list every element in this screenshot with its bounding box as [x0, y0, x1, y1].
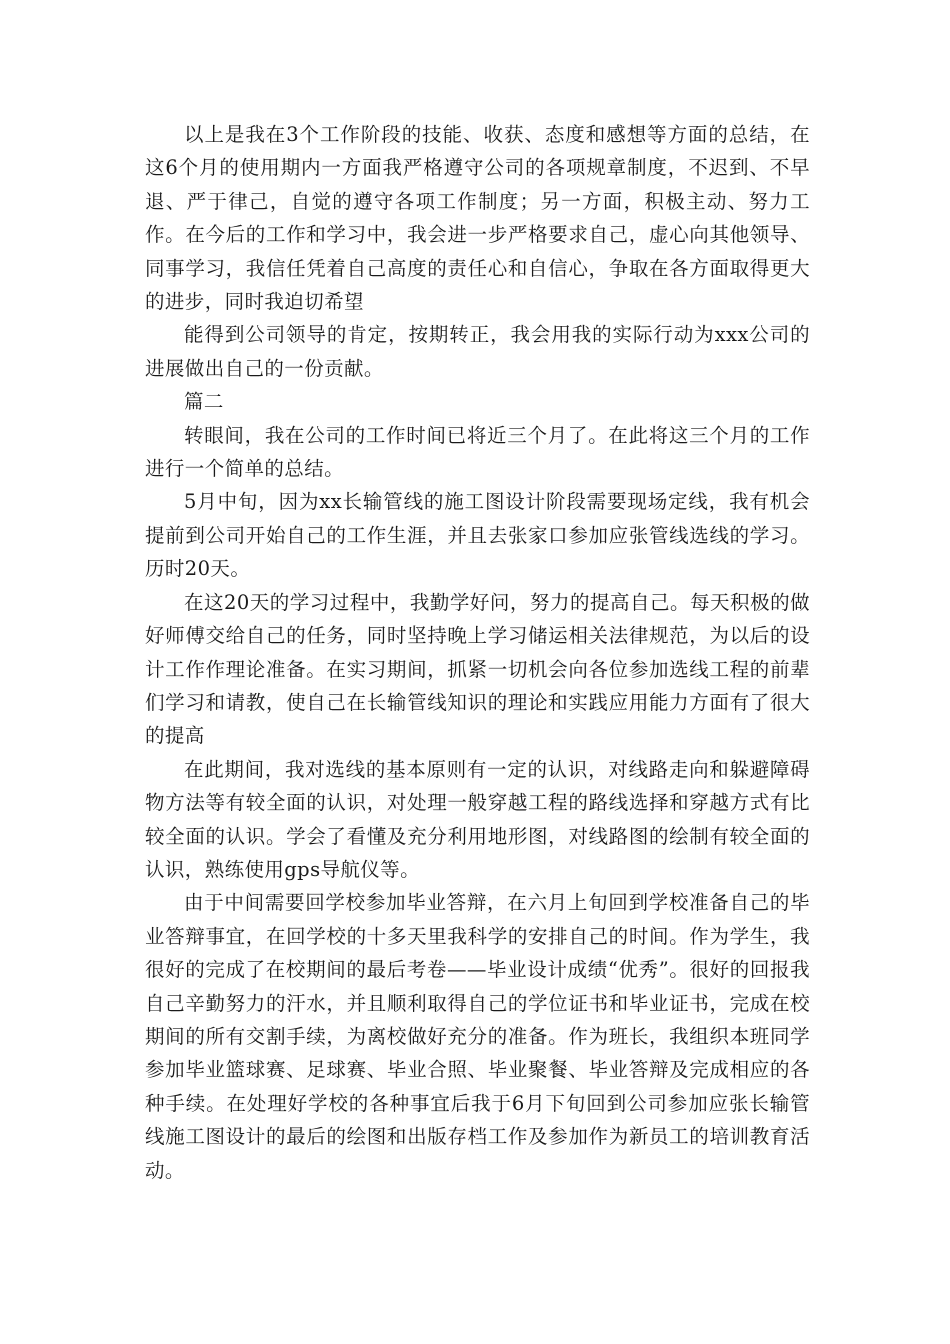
paragraph-summary: 以上是我在3个工作阶段的技能、收获、态度和感想等方面的总结，在这6个月的使用期内一方面我严格遵守公司的各项规章制度，不迟到、不早退、严于律己，自觉的遵守各项工作制度；另一方面，积极主动、努力工作。在今后的工作和学习中，我会进一步严格要求自己，虚心向其他领导、同事学习，我信任凭着自己高度的责任心和自信心，争取在各方面取得更大的进步，同时我迫切希望 — [145, 123, 810, 314]
paragraph-graduation: 由于中间需要回学校参加毕业答辩，在六月上旬回到学校准备自己的毕业答辩事宜，在回学校的十多天里我科学的安排自己的时间。作为学生，我很好的完成了在校期间的最后考卷——毕业设计成绩“优秀”。很好的回报我自己辛勤努力的汗水，并且顺利取得自己的学位证书和毕业证书，完成在校期间的所有交割手续，为离校做好充分的准备。作为班长，我组织本班同学参加毕业篮球赛、足球赛、毕业合照、毕业聚餐、毕业答辩及完成相应的各种手续。在处理好学校的各种事宜后我于6月下旬回到公司参加应张长输管线施工图设计的最后的绘图和出版存档工作及参加作为新员工的培训教育活动。 — [145, 891, 810, 1182]
paragraph-study: 在这20天的学习过程中，我勤学好问，努力的提高自己。每天积极的做好师傅交给自己的任务，同时坚持晚上学习储运相关法律规范，为以后的设计工作作理论准备。在实习期间，抓紧一切机会向各位参加选线工程的前辈们学习和请教，使自己在长输管线知识的理论和实践应用能力方面有了很大的提高 — [145, 590, 810, 748]
paragraph-summary-continued: 能得到公司领导的肯定，按期转正，我会用我的实际行动为xxx公司的进展做出自己的一份贡献。 — [145, 323, 810, 380]
paragraph-route-selection: 在此期间，我对选线的基本原则有一定的认识，对线路走向和躲避障碍物方法等有较全面的认识，对处理一般穿越工程的路线选择和穿越方式有比较全面的认识。学会了看懂及充分利用地形图，对线路图的绘制有较全面的认识，熟练使用gps导航仪等。 — [145, 757, 810, 881]
paragraph-may: 5月中旬，因为xx长输管线的施工图设计阶段需要现场定线，我有机会提前到公司开始自己的工作生涯，并且去张家口参加应张管线选线的学习。历时20天。 — [145, 490, 810, 581]
section-heading: 篇二 — [184, 390, 224, 414]
paragraph-intro: 转眼间，我在公司的工作时间已将近三个月了。在此将这三个月的工作进行一个简单的总结。 — [145, 423, 810, 481]
document-body — [145, 118, 810, 1187]
